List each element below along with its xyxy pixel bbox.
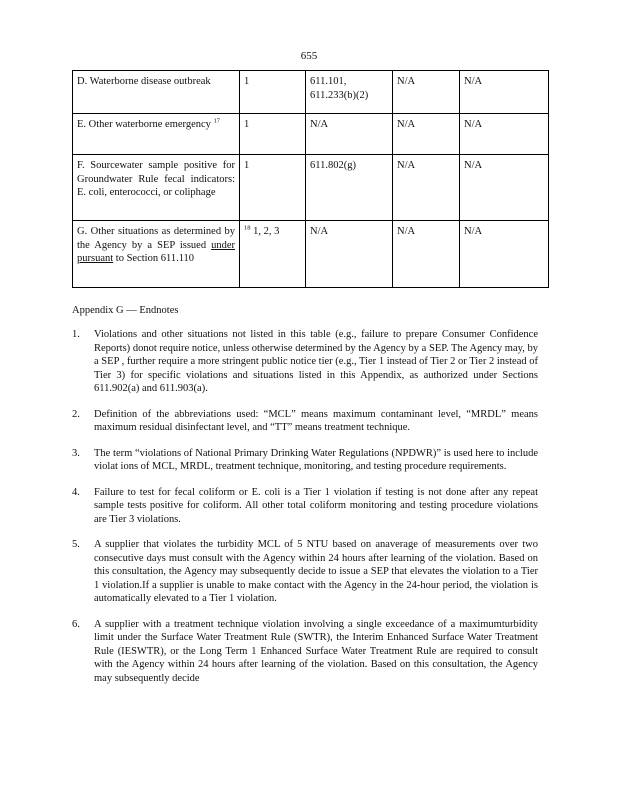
na-cell [460,155,549,221]
endnote-number: 4. [72,486,80,498]
citation-cell [306,155,393,221]
na-text: N/A [397,119,416,130]
endnote-item [72,447,538,474]
page-number: 655 [300,50,318,62]
na-cell [460,114,549,155]
violations-table [72,70,549,288]
na-text: N/A [464,119,483,130]
table-row [73,71,549,114]
tier-text: 1, 2, 3 [250,226,280,237]
na-cell [393,221,460,288]
citation-line: N/A [310,226,329,237]
situation-text: E. Other waterborne emergency [77,119,211,130]
na-cell [393,114,460,155]
citation-cell [306,71,393,114]
endnote-item [72,486,538,527]
citation-cell [306,114,393,155]
na-cell [460,221,549,288]
footnote-ref: 17 [213,117,221,125]
na-text: N/A [464,226,483,237]
na-cell [460,71,549,114]
endnote-item [72,328,538,396]
endnote-text: Failure to test for fecal coliform or E. coli is a Tier 1 violation if testing is not done after any repeat sample tests positive for coliform. All other total coliform monitoring and testing procedure violations are Tier 3 violations. [94,486,538,525]
tier-text: 1 [244,76,250,87]
na-text: N/A [464,160,483,171]
na-text: N/A [397,160,416,171]
table-row [73,114,549,155]
endnote-text: A supplier with a treatment technique violation involving a single exceedance of a maximumturbidity limit under the Surface Water Treatment Rule (SWTR), the Interim Enhanced Surface Water Treatment Rule (IESWTR), or the Long Term 1 Enhanced Surface Water Treatment Rule are required to consult with the Agency within 24 hours after learning of the violation. Based on this consultation, the Agency may subsequently decide [94,618,538,684]
appendix-title: Appendix G — Endnotes [72,305,179,316]
situation-cell [73,71,240,114]
tier-cell [240,71,306,114]
na-text: N/A [397,76,416,87]
na-cell [393,155,460,221]
underlined-text: under pursuant [77,239,235,264]
tier-text: 1 [244,160,250,171]
endnote-number: 6. [72,618,80,630]
footnote-ref: 18 [244,224,251,232]
citation-line: 611.802(g) [310,160,356,171]
situation-cell [73,221,240,288]
situation-text: F. Sourcewater sample positive for Groundwater Rule fecal indicators: E. coli, enterococci, or coliphage [77,160,235,198]
citation-line: N/A [310,119,329,130]
endnote-item [72,538,538,606]
tier-cell [240,155,306,221]
endnote-number: 1. [72,329,80,340]
endnote-text: Definition of the abbreviations used: “MCL” means maximum contaminant level, “MRDL” means maximum residual disinfectant level, and “TT” means treatment technique. [94,408,538,433]
endnotes-list [72,328,538,697]
situation-cell [73,155,240,221]
endnote-text: A supplier that violates the turbidity MCL of 5 NTU based on anaverage of measurements over two consecutive days must consult with the Agency within 24 hours after learning of the violation. Based on this consultation, the Agency may subsequently decide to issue a SEP that elevates the violation to a Tier 1 violation.If a supplier is unable to make contact with the Agency in the 24-hour period, the violation is automatically elevated to a Tier 1 violation. [94,539,538,604]
endnote-number: 2. [72,408,80,420]
tier-cell [240,221,306,288]
citation-line: 611.233(b)(2) [310,89,369,101]
situation-cell [73,114,240,155]
endnote-number: 5. [72,539,80,550]
endnote-text: Violations and other situations not listed in this table (e.g., failure to prepare Consumer Confidence Reports) donot require notice, unless otherwise determined by the Agency by a SEP. The Agency may, by a SEP , further require a more stringent public notice tier (e.g., Tier 1 instead of Tier 2 or Tier 2 instead of Tier 3) for specific violations and situations listed in this Appendix, as authorized under Sections 611.902(a) and 611.903(a). [94,329,538,394]
situation-text: G. Other situations as determined by the Agency by a SEP issued [77,226,235,251]
table-row [73,221,549,288]
na-text: N/A [397,226,416,237]
table-row [73,155,549,221]
situation-text: D. Waterborne disease outbreak [77,76,211,87]
endnote-item [72,618,538,686]
tier-cell [240,114,306,155]
na-text: N/A [464,76,483,87]
citation-line: 611.101, [310,76,347,87]
tier-text: 1 [244,119,250,130]
citation-cell [306,221,393,288]
na-cell [393,71,460,114]
endnote-number: 3. [72,447,80,459]
endnote-item [72,408,538,435]
situation-text: to Section 611.110 [113,253,195,264]
endnote-text: The term “violations of National Primary Drinking Water Regulations (NPDWR)” is used here to include violat ions of MCL, MRDL, treatment technique, monitoring, and testing procedure requirements. [94,447,538,472]
